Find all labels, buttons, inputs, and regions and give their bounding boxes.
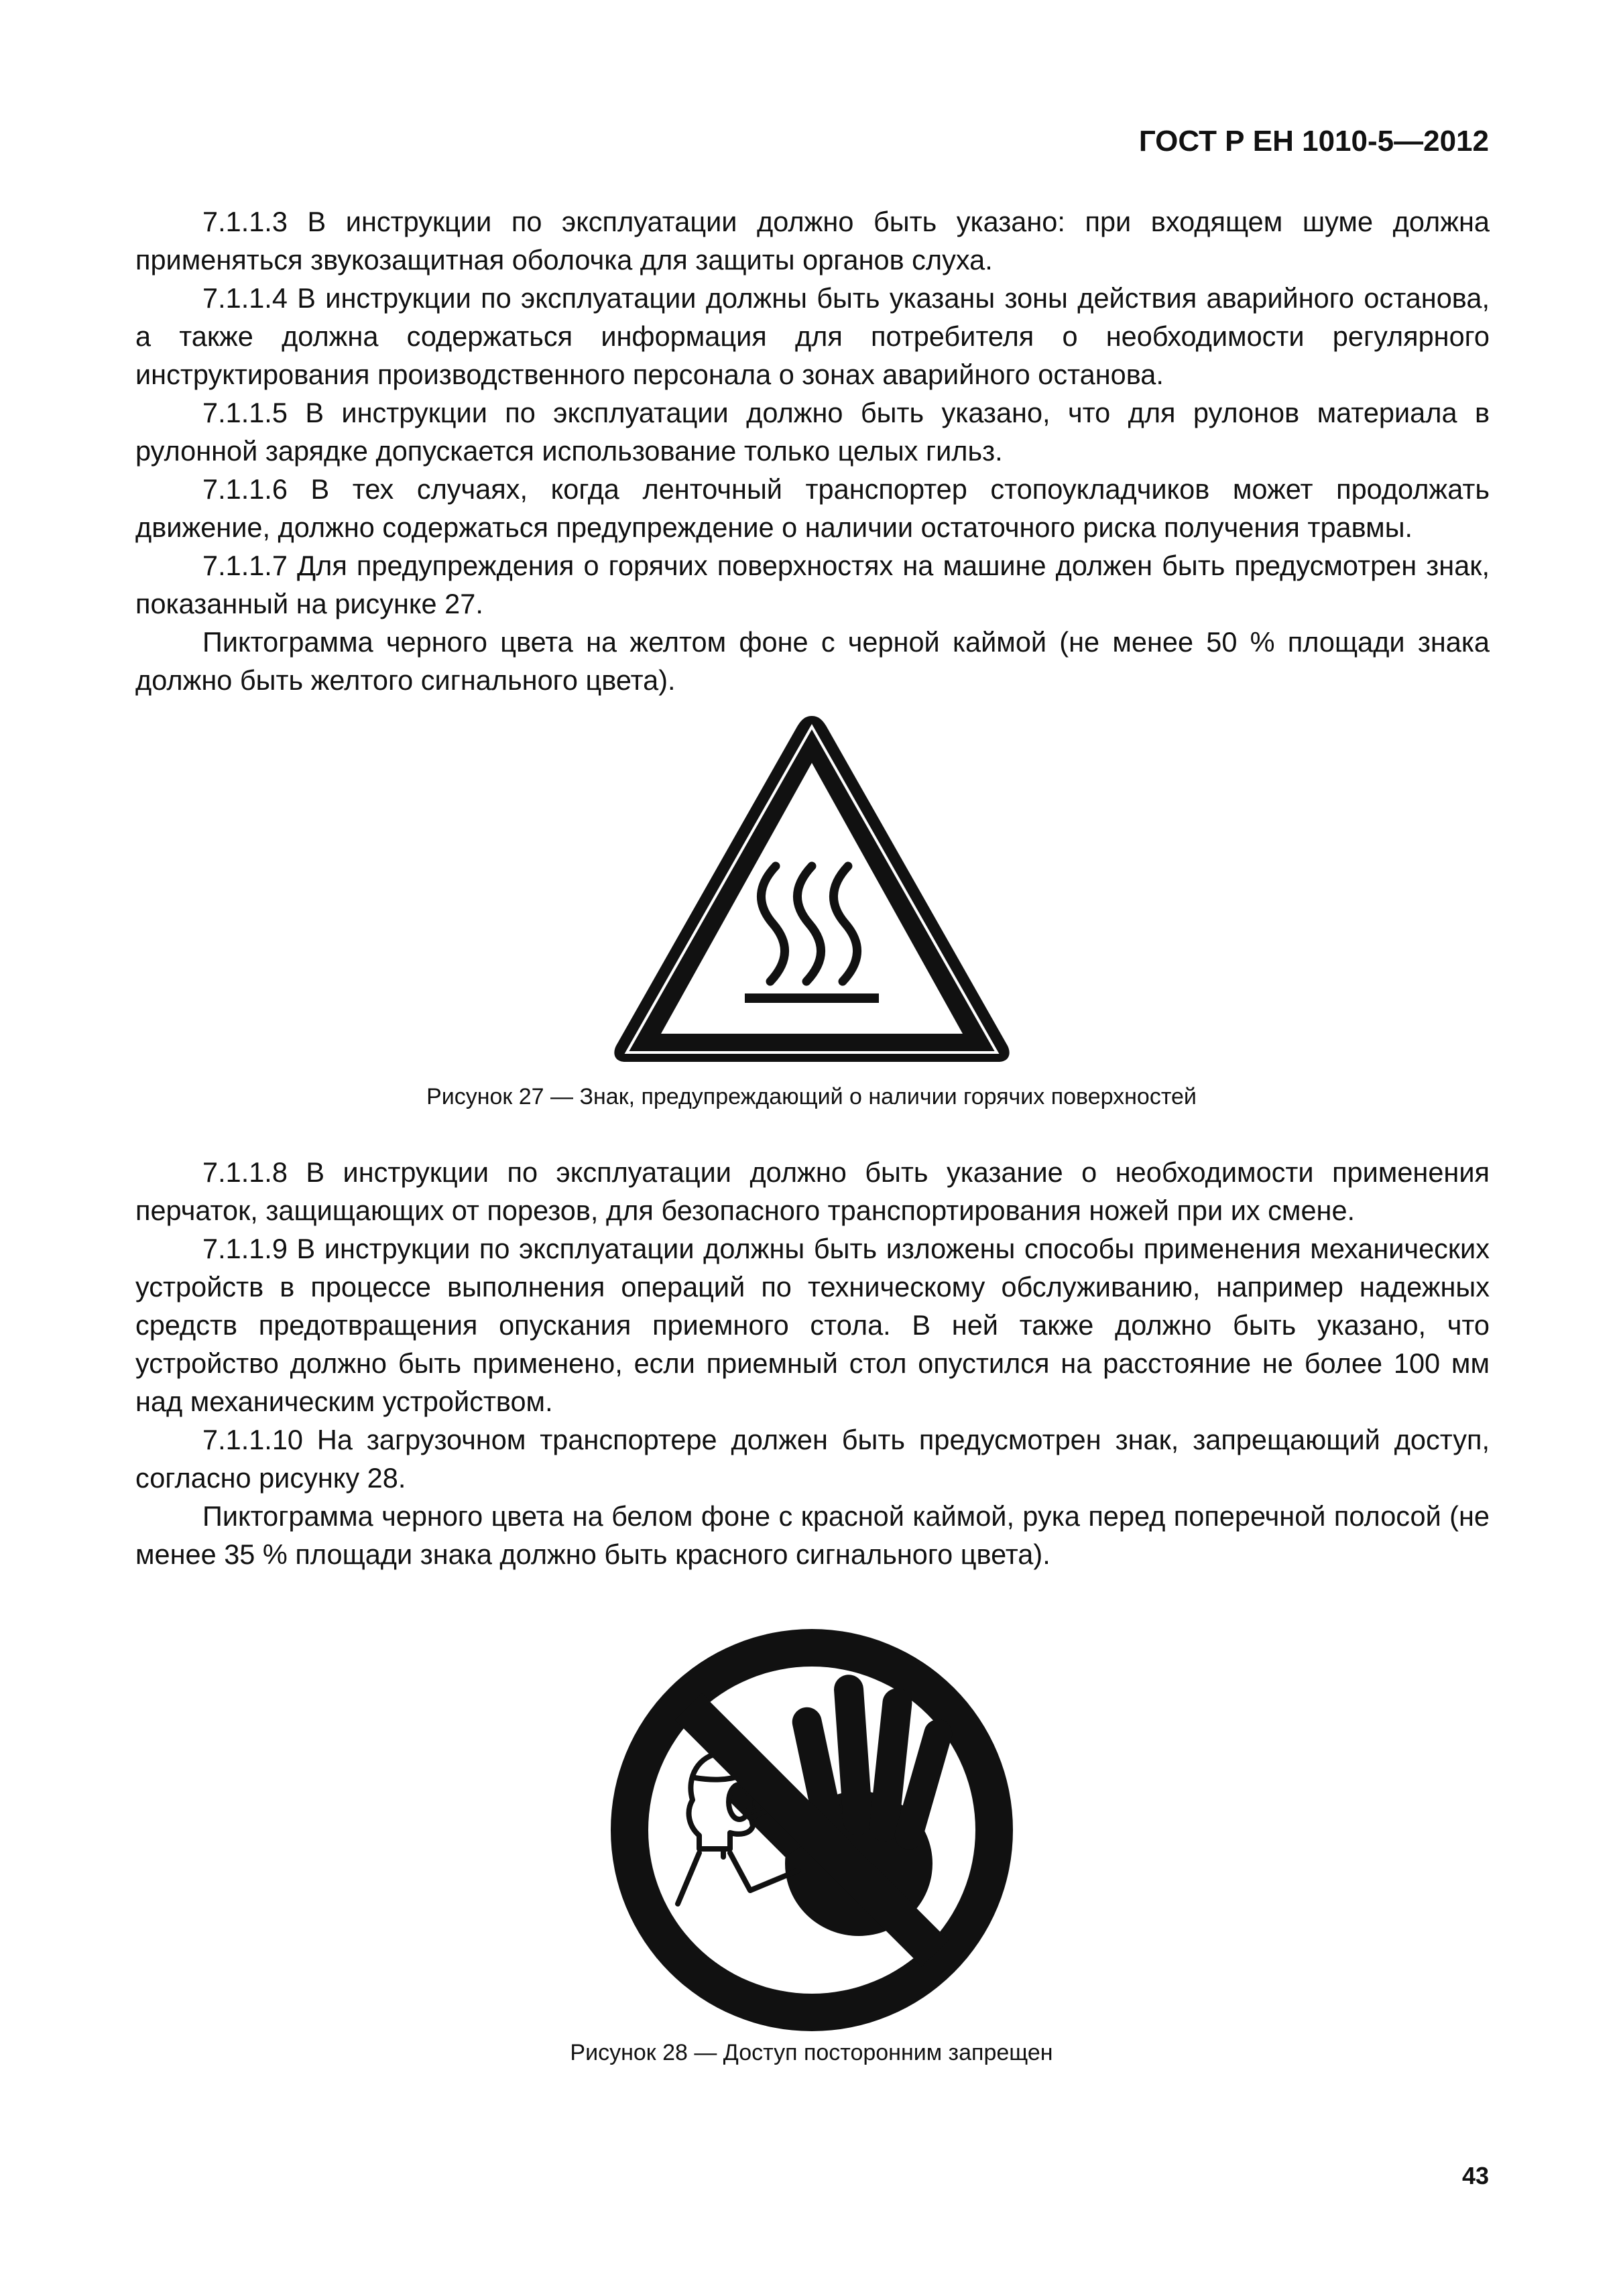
paragraph: 7.1.1.8 В инструкции по эксплуатации должно быть указание о необходимости применения перчаток, защищающих от порезов, для безопасного транспортирования ножей при их смене. [135, 1156, 1490, 1226]
paragraph: 7.1.1.9 В инструкции по эксплуатации должны быть изложены способы применения механических устройств в процессе выполнения операций по техническому обслуживанию, например надежных средств предотвращения опускания приемного стола. В ней также должно быть указано, что устройство должно быть применено, если приемный стол опустился на расстояние не более 100 мм над механическим устройством. [135, 1233, 1490, 1417]
hot-surface-warning-icon [0, 711, 1623, 1073]
paragraph: Пиктограмма черного цвета на желтом фоне с черной каймой (не менее 50 % площади знака должно быть желтого сигнального цвета). [135, 626, 1490, 696]
figure-28 [0, 1622, 1623, 2038]
text-block-top [135, 202, 1490, 699]
figure-27 [0, 711, 1623, 1073]
paragraph: 7.1.1.10 На загрузочном транспортере должен быть предусмотрен знак, запрещающий доступ, согласно рисунку 28. [135, 1424, 1490, 1494]
paragraph: 7.1.1.5 В инструкции по эксплуатации должно быть указано, что для рулонов материала в рулонной зарядке допускается использование только целых гильз. [135, 397, 1490, 467]
paragraph: 7.1.1.4 В инструкции по эксплуатации должны быть указаны зоны действия аварийного останова, а также должна содержаться информация для потребителя о необходимости регулярного инструктирования производственного персонала о зонах аварийного останова. [135, 282, 1490, 390]
text-block-bottom [135, 1153, 1490, 1573]
figure-28-caption: Рисунок 28 — Доступ посторонним запрещен [570, 2040, 1053, 2065]
paragraph: Пиктограмма черного цвета на белом фоне с красной каймой, рука перед поперечной полосой (не менее 35 % площади знака должно быть красного сигнального цвета). [135, 1500, 1490, 1570]
paragraph: 7.1.1.7 Для предупреждения о горячих поверхностях на машине должен быть предусмотрен знак, показанный на рисунке 27. [135, 550, 1490, 619]
figure-27-caption: Рисунок 27 — Знак, предупреждающий о наличии горячих поверхностей [426, 1084, 1197, 1109]
standard-code-header: ГОСТ Р ЕН 1010-5—2012 [1138, 125, 1489, 158]
paragraph: 7.1.1.6 В тех случаях, когда ленточный транспортер стопоукладчиков может продолжать движение, должно содержаться предупреждение о наличии остаточного риска получения травмы. [135, 473, 1490, 543]
page-number: 43 [1461, 2162, 1489, 2189]
no-access-prohibition-icon [0, 1622, 1623, 2038]
paragraph: 7.1.1.3 В инструкции по эксплуатации должно быть указано: при входящем шуме должна применяться звукозащитная оболочка для защиты органов слуха. [135, 206, 1490, 276]
